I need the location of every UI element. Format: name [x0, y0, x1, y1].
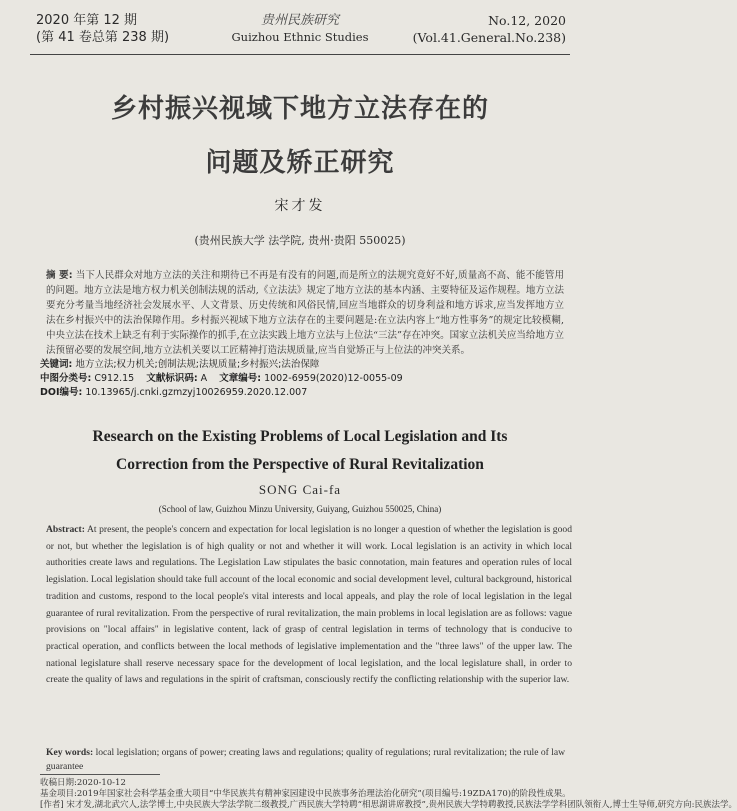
abstract-en	[46, 522, 572, 689]
title-cn-line2: 问题及矫正研究	[205, 148, 395, 178]
author-cn: 宋才发	[274, 198, 326, 214]
keywords-en-label: Key words:	[46, 747, 94, 758]
header-issue-line1: 2020 年第 12 期	[36, 13, 138, 28]
abstract-en-text: At present, the people's concern and expectation for local legislation is no longer a question of whether the legislation is good or not, but whether the legislation is of high quality or not and whether it will work. Local legislation is an activity in which local authorities create laws and regulations. The Legislation Law stipulates the basic connotation, main features and operation rules of local legislation. Local legislation should take full account of the local economic and social development level, cultural background, historical tradition and customs, respond to the local people's vital interests and local appeals, and play the role of local legislation in the legal guarantee of rural revitalization. From the perspective of rural revitalization, the main problems in local legislation are as follows: vague provisions on "local affairs" in legislative content, lack of grasp of central legislation in terms of technology that is conducive to practical operation, and conflicts between the local methods of legislative implementation and the "three laws" of the upper law. The national legislature shall reserve necessary space for the development of local legislation, and the local legislature shall, in order to create the quality of laws and regulations in the spirit of craftsman, consciously rectify the conflicting relationship with the superior law.	[46, 524, 572, 686]
article-no-value: 1002-6959(2020)12-0055-09	[264, 373, 403, 384]
article-no-label: 文章编号:	[219, 373, 262, 384]
clc-label: 中图分类号:	[40, 373, 92, 384]
keywords-en	[46, 746, 572, 774]
doi-value: 10.13965/j.cnki.gzmzyj10026959.2020.12.007	[85, 387, 308, 398]
journal-name-cn: 贵州民族研究	[260, 13, 339, 28]
doi-line	[40, 384, 307, 398]
journal-name-en: Guizhou Ethnic Studies	[231, 30, 369, 44]
header-divider	[30, 54, 570, 55]
keywords-en-text: local legislation; organs of power; creating laws and regulations; quality of regulations; rural revitalization; the rule of law guarantee	[46, 747, 566, 772]
header-volume-line1: No.12, 2020	[488, 13, 566, 28]
header-issue-line2: (第 41 卷总第 238 期)	[36, 30, 170, 45]
keywords-cn-label: 关键词:	[40, 359, 73, 370]
abstract-cn-text: 当下人民群众对地方立法的关注和期待已不再是有没有的问题,而是所立的法规究竟好不好,质量高不高、能不能管用的问题。地方立法是地方权力机关创制法规的活动,《立法法》规定了地方立法的基本内涵、主要特征及运作规程。地方立法要充分考量当地经济社会发展水平、人文背景、历史传统和风俗民情,回应当地群众的切身利益和地方诉求,应当发挥地方立法在乡村振兴中的法治保障作用。乡村振兴视域下地方立法存在的主要问题是:在立法内容上“地方性事务”的规定比较模糊,中央立法在技术上缺乏有利于实际操作的抓手,在立法实践上地方立法与上位法“三法”存在冲突。国家立法机关应当给地方立法预留必要的发展空间,地方立法机关要以工匠精神打造法规质量,应当自觉矫正与上位法的冲突关系。	[46, 270, 565, 356]
classification-line	[40, 370, 403, 384]
footnote-received: 收稿日期:2020-10-12	[40, 778, 126, 788]
author-en: SONG Cai-fa	[258, 482, 342, 497]
doc-code-value: A	[200, 373, 208, 384]
abstract-cn	[46, 268, 564, 358]
abstract-en-label: Abstract:	[46, 524, 85, 535]
doi-label: DOI编号:	[40, 387, 83, 398]
affiliation-en: (School of law, Guizhou Minzu University, Guiyang, Guizhou 550025, China)	[158, 504, 442, 514]
clc-value: C912.15	[94, 373, 135, 384]
abstract-cn-label: 摘 要:	[46, 270, 73, 281]
header-volume-line2: (Vol.41.General.No.238)	[412, 30, 566, 45]
title-en-line2: Correction from the Perspective of Rural Revitalization	[116, 456, 484, 473]
footnote-divider	[40, 774, 160, 775]
footnote-author-bio: [作者] 宋才发,湖北武穴人,法学博士,中央民族大学法学院二级教授,广西民族大学特聘“相思湖讲席教授”,贵州民族大学特聘教授,民族法学学科团队领衔人,博士生导师,研究方向:民族法学。	[40, 800, 737, 810]
keywords-cn	[40, 356, 319, 370]
title-en-line1: Research on the Existing Problems of Local Legislation and Its	[92, 428, 508, 445]
title-cn-line1: 乡村振兴视域下地方立法存在的	[110, 94, 489, 124]
header-volume	[413, 12, 566, 46]
doc-code-label: 文献标识码:	[146, 373, 198, 384]
keywords-cn-text: 地方立法;权力机关;创制法规;法规质量;乡村振兴;法治保障	[75, 359, 320, 370]
footnote-fund: 基金项目:2019年国家社会科学基金重大项目“中华民族共有精神家园建设中民族事务治理法治化研究”(项目编号:19ZDA170)的阶段性成果。	[40, 789, 571, 799]
affiliation-cn: (贵州民族大学 法学院, 贵州·贵阳 550025)	[194, 234, 406, 247]
